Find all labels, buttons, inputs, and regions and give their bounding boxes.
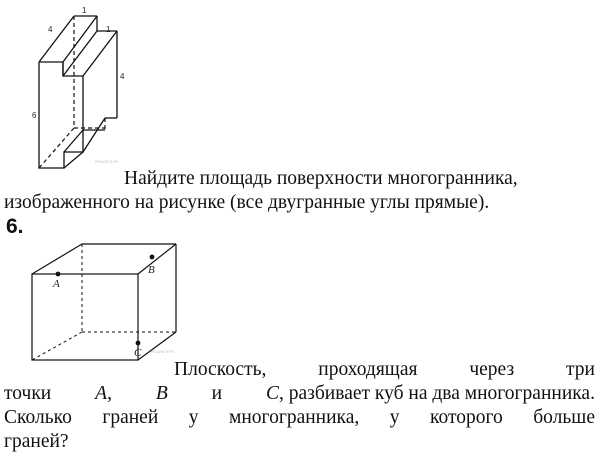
word: которого — [430, 407, 503, 428]
problem6-text-line4: граней? — [4, 431, 69, 452]
point-a-label: A — [53, 278, 60, 290]
cube-solid-edges — [32, 244, 176, 360]
point-ref — [266, 382, 595, 406]
polyhedron-figure — [20, 0, 140, 188]
word: Плоскость, — [174, 359, 267, 380]
point-b-dot — [150, 255, 155, 260]
problem5-text-line2: изображенного на рисунке (все двугранные углы прямые). — [4, 192, 490, 213]
problem6-text-line1 — [174, 358, 595, 382]
point-c-label: C — [134, 347, 142, 359]
label-top-a: 1 — [82, 6, 87, 15]
word: граней — [102, 407, 159, 428]
word: точки — [4, 383, 52, 404]
word: больше — [533, 407, 595, 428]
watermark-1: РЕШУЕГЭ.РФ — [95, 160, 118, 164]
word: и — [211, 383, 223, 404]
problem6-text-line3 — [4, 406, 595, 430]
word: Сколько — [4, 407, 72, 428]
problem-number: 6. — [6, 215, 24, 238]
point-c-dot — [136, 341, 141, 346]
point-b-label: B — [148, 264, 155, 276]
word: многогранника, — [229, 407, 360, 428]
problem5-text-line1: Найдите площадь поверхности многогранника, — [124, 168, 518, 189]
comma: , — [107, 383, 112, 404]
point-a-ref: A — [95, 383, 108, 404]
polyhedron-hidden-edges — [39, 16, 105, 168]
point-b-ref: B — [155, 383, 168, 404]
point-c-ref: C — [266, 383, 280, 404]
problem6-text-line2 — [4, 382, 595, 406]
point-a-dot — [56, 272, 61, 277]
word: проходящая — [318, 359, 418, 380]
word: через — [469, 359, 515, 380]
rest-text: , разбивает куб на два многогранника. — [279, 383, 595, 404]
word: у — [389, 407, 400, 428]
point-ref — [95, 382, 112, 406]
polyhedron-solid-edges — [39, 16, 117, 168]
label-right: 4 — [120, 72, 125, 81]
watermark-2: РЕШУЕГЭ.РФ — [151, 350, 174, 354]
label-height: 6 — [32, 111, 37, 120]
word: у — [188, 407, 199, 428]
label-top-b: 1 — [106, 25, 111, 34]
word: три — [566, 359, 595, 380]
label-top-left: 4 — [48, 25, 53, 34]
cube-figure — [18, 232, 188, 362]
